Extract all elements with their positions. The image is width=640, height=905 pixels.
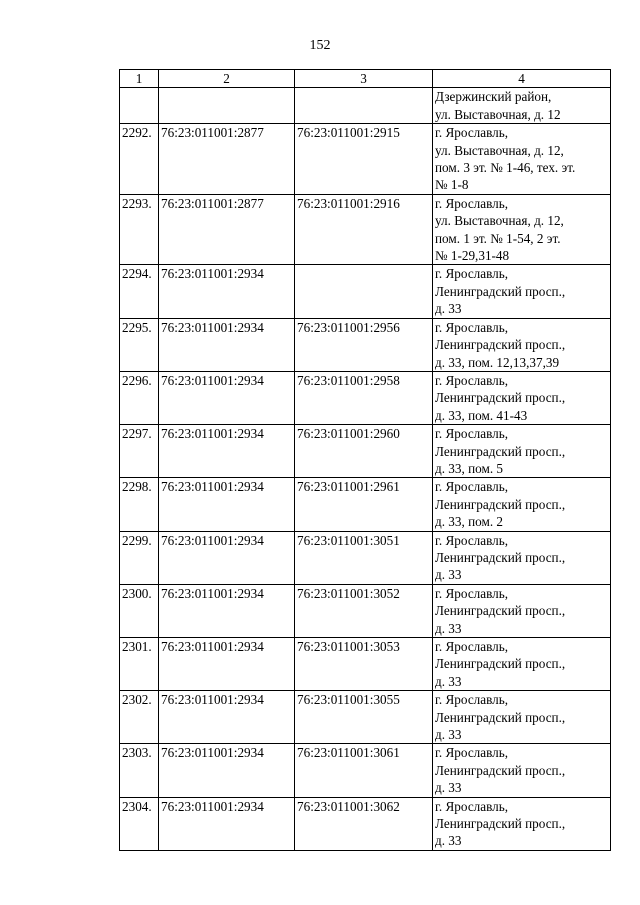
row-number-cell: 2300. — [120, 584, 159, 637]
address-line: Ленинградский просп., — [435, 656, 566, 672]
address-line: Ленинградский просп., — [435, 337, 566, 353]
table-row — [120, 744, 611, 797]
address-line: Ленинградский просп., — [435, 549, 566, 565]
object-cadastral-number-cell: 76:23:011001:2915 — [295, 124, 433, 195]
address-cell — [433, 318, 611, 371]
object-cadastral-number-cell: 76:23:011001:2961 — [295, 478, 433, 531]
column-header-2: 2 — [159, 70, 295, 88]
cadastral-number-cell: 76:23:011001:2934 — [159, 371, 295, 424]
table-row — [120, 371, 611, 424]
object-cadastral-number-cell: 76:23:011001:2958 — [295, 371, 433, 424]
object-cadastral-number-cell — [295, 88, 433, 124]
row-number-cell: 2294. — [120, 265, 159, 318]
cadastral-number-cell: 76:23:011001:2934 — [159, 744, 295, 797]
address-line: д. 33 — [435, 673, 462, 689]
address-line: ул. Выставочная, д. 12 — [435, 106, 561, 122]
row-number-cell: 2299. — [120, 531, 159, 584]
address-line: д. 33 — [435, 833, 462, 849]
object-cadastral-number-cell: 76:23:011001:2960 — [295, 425, 433, 478]
column-header-3: 3 — [295, 70, 433, 88]
row-number-cell: 2292. — [120, 124, 159, 195]
object-cadastral-number-cell: 76:23:011001:2916 — [295, 194, 433, 265]
address-cell — [433, 797, 611, 850]
table-row — [120, 425, 611, 478]
cadastral-number-cell: 76:23:011001:2934 — [159, 638, 295, 691]
row-number-cell: 2293. — [120, 194, 159, 265]
address-line: № 1-8 — [435, 177, 469, 193]
object-cadastral-number-cell — [295, 265, 433, 318]
address-line: ул. Выставочная, д. 12, — [435, 142, 564, 158]
page-number: 152 — [309, 38, 331, 53]
row-number-cell: 2302. — [120, 691, 159, 744]
address-cell — [433, 638, 611, 691]
cadastral-number-cell: 76:23:011001:2934 — [159, 797, 295, 850]
address-line: Ленинградский просп., — [435, 816, 566, 832]
row-number-cell: 2304. — [120, 797, 159, 850]
table-row — [120, 318, 611, 371]
cadastral-number-cell: 76:23:011001:2934 — [159, 318, 295, 371]
address-cell — [433, 124, 611, 195]
address-line: Ленинградский просп., — [435, 603, 566, 619]
column-header-1: 1 — [120, 70, 159, 88]
address-cell — [433, 531, 611, 584]
row-number-cell: 2295. — [120, 318, 159, 371]
registry-table — [119, 69, 611, 851]
object-cadastral-number-cell: 76:23:011001:3055 — [295, 691, 433, 744]
address-cell — [433, 584, 611, 637]
object-cadastral-number-cell: 76:23:011001:2956 — [295, 318, 433, 371]
address-line: г. Ярославль, — [435, 745, 509, 761]
address-line: д. 33, пом. 41-43 — [435, 407, 528, 423]
address-line: г. Ярославль, — [435, 195, 509, 211]
address-line: г. Ярославль, — [435, 639, 509, 654]
address-cell — [433, 478, 611, 531]
address-line: д. 33 — [435, 620, 462, 636]
address-line: д. 33 — [435, 301, 462, 317]
address-line: д. 33, пом. 2 — [435, 514, 504, 530]
cadastral-number-cell — [159, 88, 295, 124]
table-row — [120, 265, 611, 318]
address-cell — [433, 194, 611, 265]
table-row — [120, 88, 611, 124]
address-line: д. 33, пом. 5 — [435, 460, 504, 476]
address-cell — [433, 425, 611, 478]
table-row — [120, 478, 611, 531]
object-cadastral-number-cell: 76:23:011001:3052 — [295, 584, 433, 637]
object-cadastral-number-cell: 76:23:011001:3061 — [295, 744, 433, 797]
cadastral-number-cell: 76:23:011001:2877 — [159, 194, 295, 265]
object-cadastral-number-cell: 76:23:011001:3062 — [295, 797, 433, 850]
table-row — [120, 691, 611, 744]
address-line: г. Ярославль, — [435, 798, 509, 814]
table-header-row — [120, 70, 611, 88]
cadastral-number-cell: 76:23:011001:2934 — [159, 584, 295, 637]
row-number-cell — [120, 88, 159, 124]
table-body — [120, 88, 611, 850]
cadastral-number-cell: 76:23:011001:2934 — [159, 425, 295, 478]
cadastral-number-cell: 76:23:011001:2934 — [159, 531, 295, 584]
address-line: д. 33 — [435, 727, 462, 743]
object-cadastral-number-cell: 76:23:011001:3051 — [295, 531, 433, 584]
address-line: г. Ярославль, — [435, 479, 509, 495]
address-line: Ленинградский просп., — [435, 283, 566, 299]
address-line: Ленинградский просп., — [435, 443, 566, 459]
address-cell — [433, 744, 611, 797]
cadastral-number-cell: 76:23:011001:2877 — [159, 124, 295, 195]
address-line: г. Ярославль, — [435, 266, 509, 282]
address-line: г. Ярославль, — [435, 372, 509, 388]
address-line: пом. 1 эт. № 1-54, 2 эт. — [435, 230, 561, 246]
address-cell — [433, 371, 611, 424]
address-line: д. 33 — [435, 567, 462, 583]
cadastral-number-cell: 76:23:011001:2934 — [159, 691, 295, 744]
address-line: Дзержинский район, — [435, 89, 552, 105]
row-number-cell: 2303. — [120, 744, 159, 797]
address-cell — [433, 265, 611, 318]
address-line: Ленинградский просп., — [435, 762, 566, 778]
address-line: г. Ярославль, — [435, 532, 509, 548]
table-row — [120, 584, 611, 637]
table-row — [120, 194, 611, 265]
address-line: г. Ярославль, — [435, 692, 509, 708]
address-line: д. 33 — [435, 780, 462, 796]
address-line: пом. 3 эт. № 1-46, тех. эт. — [435, 160, 576, 176]
address-line: № 1-29,31-48 — [435, 248, 510, 264]
address-line: г. Ярославль, — [435, 426, 509, 442]
table-row — [120, 124, 611, 195]
address-line: г. Ярославль, — [435, 125, 509, 141]
row-number-cell: 2301. — [120, 638, 159, 691]
row-number-cell: 2298. — [120, 478, 159, 531]
column-header-4: 4 — [433, 70, 611, 88]
address-line: Ленинградский просп., — [435, 709, 566, 725]
address-cell — [433, 88, 611, 124]
address-line: г. Ярославль, — [435, 319, 509, 335]
cadastral-number-cell: 76:23:011001:2934 — [159, 478, 295, 531]
address-line: г. Ярославль, — [435, 585, 509, 601]
row-number-cell: 2296. — [120, 371, 159, 424]
address-cell — [433, 691, 611, 744]
address-line: д. 33, пом. 12,13,37,39 — [435, 354, 560, 370]
address-line: ул. Выставочная, д. 12, — [435, 213, 564, 229]
cadastral-number-cell: 76:23:011001:2934 — [159, 265, 295, 318]
address-line: Ленинградский просп., — [435, 390, 566, 406]
table-row — [120, 797, 611, 850]
address-line: Ленинградский просп., — [435, 496, 566, 512]
table-row — [120, 531, 611, 584]
table-row — [120, 638, 611, 691]
object-cadastral-number-cell: 76:23:011001:3053 — [295, 638, 433, 691]
row-number-cell: 2297. — [120, 425, 159, 478]
